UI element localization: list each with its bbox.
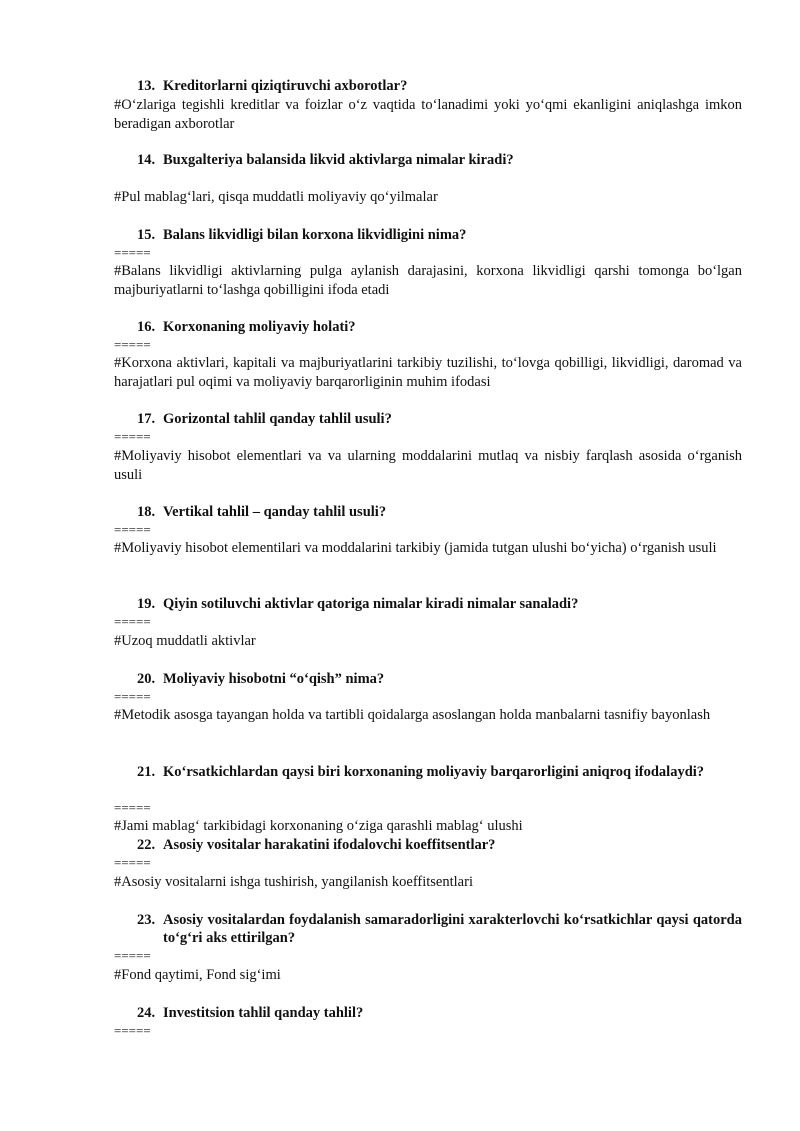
answer-22: #Asosiy vositalarni ishga tushirish, yangilanish koeffitsentlari bbox=[114, 874, 473, 890]
separator: ===== bbox=[114, 800, 151, 815]
question-18 bbox=[137, 503, 742, 521]
answer-13: #O‘zlariga tegishli kreditlar va foizlar o‘z vaqtida to‘lanadimi yoki yo‘qmi ekanligini aniqlashga imkon beradigan axborotlar bbox=[114, 97, 742, 132]
separator: ===== bbox=[114, 522, 151, 537]
question-text: Moliyaviy hisobotni “o‘qish” nima? bbox=[163, 671, 385, 687]
question-text: Balans likvidligi bilan korxona likvidligini nima? bbox=[163, 227, 467, 243]
question-text: Investitsion tahlil qanday tahlil? bbox=[163, 1005, 364, 1021]
question-text: Asosiy vositalardan foydalanish samaradorligini xarakterlovchi ko‘rsatkichlar qaysi qatorda to‘g‘ri aks ettirilgan? bbox=[163, 912, 742, 946]
question-text: Kreditorlarni qiziqtiruvchi axborotlar? bbox=[163, 78, 408, 94]
separator: ===== bbox=[114, 429, 151, 444]
question-19 bbox=[137, 595, 742, 613]
question-number: 20. bbox=[137, 671, 156, 687]
question-number: 23. bbox=[137, 912, 156, 928]
separator: ===== bbox=[114, 337, 151, 352]
question-14 bbox=[137, 151, 742, 169]
question-text: Qiyin sotiluvchi aktivlar qatoriga nimalar kiradi nimalar sanaladi? bbox=[163, 596, 579, 612]
separator: ===== bbox=[114, 948, 151, 963]
question-number: 24. bbox=[137, 1005, 156, 1021]
question-16 bbox=[137, 318, 742, 336]
separator: ===== bbox=[114, 245, 151, 260]
question-22 bbox=[137, 836, 742, 854]
answer-18: #Moliyaviy hisobot elementilari va moddalarini tarkibiy (jamida tutgan ulushi bo‘yicha) o‘rganish usuli bbox=[114, 540, 717, 556]
question-number: 14. bbox=[137, 152, 156, 168]
question-number: 13. bbox=[137, 78, 156, 94]
answer-15: #Balans likvidligi aktivlarning pulga aylanish darajasini, korxona likvidligi qarshi tomonga bo‘lgan majburiyatlarni to‘lashga qobilligini ifoda etadi bbox=[114, 263, 742, 298]
question-number: 22. bbox=[137, 837, 156, 853]
question-number: 18. bbox=[137, 504, 156, 520]
question-13 bbox=[137, 77, 742, 95]
separator: ===== bbox=[114, 855, 151, 870]
question-number: 16. bbox=[137, 319, 156, 335]
answer-16: #Korxona aktivlari, kapitali va majburiyatlarini tarkibiy tuzilishi, to‘lovga qobilligi, likvidligi, daromad va harajatlari pul oqimi va moliyaviy barqarorliginin muhim ifodasi bbox=[114, 355, 742, 390]
question-text: Vertikal tahlil – qanday tahlil usuli? bbox=[163, 504, 387, 520]
separator: ===== bbox=[114, 1023, 151, 1038]
answer-20: #Metodik asosga tayangan holda va tartibli qoidalarga asoslangan holda manbalarni tasnifiy bayonlash bbox=[114, 707, 711, 723]
question-17 bbox=[137, 410, 742, 428]
question-20 bbox=[137, 670, 742, 688]
separator: ===== bbox=[114, 689, 151, 704]
question-number: 19. bbox=[137, 596, 156, 612]
question-21 bbox=[137, 763, 742, 781]
question-text: Gorizontal tahlil qanday tahlil usuli? bbox=[163, 411, 392, 427]
answer-21: #Jami mablag‘ tarkibidagi korxonaning o‘ziga qarashli mablag‘ ulushi bbox=[114, 818, 523, 834]
question-15 bbox=[137, 226, 742, 244]
question-number: 17. bbox=[137, 411, 156, 427]
question-23 bbox=[137, 911, 742, 947]
answer-23: #Fond qaytimi, Fond sig‘imi bbox=[114, 967, 281, 983]
question-text: Asosiy vositalar harakatini ifodalovchi koeffitsentlar? bbox=[163, 837, 496, 853]
question-text: Ko‘rsatkichlardan qaysi biri korxonaning moliyaviy barqarorligini aniqroq ifodalaydi? bbox=[163, 764, 705, 780]
answer-17: #Moliyaviy hisobot elementlari va va ularning moddalarini mutlaq va nisbiy farqlash asosida o‘rganish usuli bbox=[114, 448, 742, 483]
question-number: 15. bbox=[137, 227, 156, 243]
answer-19: #Uzoq muddatli aktivlar bbox=[114, 633, 256, 649]
question-text: Korxonaning moliyaviy holati? bbox=[163, 319, 356, 335]
separator: ===== bbox=[114, 614, 151, 629]
question-number: 21. bbox=[137, 764, 156, 780]
question-24 bbox=[137, 1004, 742, 1022]
answer-14: #Pul mablag‘lari, qisqa muddatli moliyaviy qo‘yilmalar bbox=[114, 189, 438, 205]
question-text: Buxgalteriya balansida likvid aktivlarga nimalar kiradi? bbox=[163, 152, 514, 168]
